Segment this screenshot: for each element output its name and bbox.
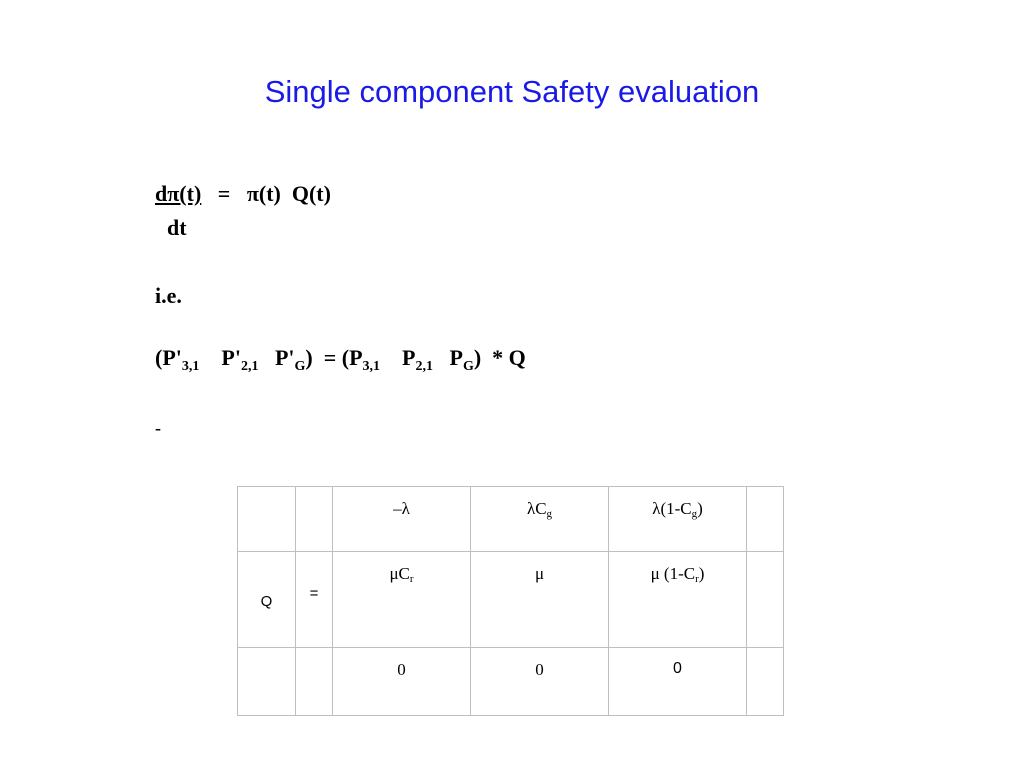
eq-label: = <box>309 585 319 602</box>
table-cell <box>747 648 784 716</box>
rhs-p2-sub: 2,1 <box>415 359 433 374</box>
dash-marker: - <box>155 418 161 438</box>
q-label-cell <box>238 552 296 648</box>
q-r1c2 <box>471 487 608 519</box>
q-r2c1 <box>333 552 470 584</box>
table-cell <box>609 648 747 716</box>
equation-middle: ) = (P <box>305 345 363 370</box>
lhs-pg-sub: G <box>294 359 306 374</box>
q-r2c3-post: ) <box>698 564 705 583</box>
table-cell <box>296 487 333 552</box>
equation-denominator: dt <box>167 215 187 240</box>
table-cell <box>609 552 747 648</box>
q-label: Q <box>260 593 273 610</box>
table-cell <box>333 648 471 716</box>
table-cell <box>609 487 747 552</box>
equation-tail: ) * Q <box>473 345 526 370</box>
table-cell <box>238 648 296 716</box>
q-r1c3-pre: λ(1-C <box>652 499 692 518</box>
table-cell <box>471 487 609 552</box>
lhs-p2-sub: 2,1 <box>240 359 259 374</box>
rhs-pg-label: P <box>449 345 463 370</box>
lhs-pg-label: P' <box>274 345 295 370</box>
table-cell <box>747 487 784 552</box>
slide-title: Single component Safety evaluation <box>264 74 760 109</box>
rhs-p3-sub: 3,1 <box>362 359 381 374</box>
table-cell <box>471 648 609 716</box>
table-cell <box>747 552 784 648</box>
q-r3c1: 0 <box>397 660 406 679</box>
q-r2c3 <box>609 552 746 584</box>
equation-numerator: dπ(t) <box>155 181 202 206</box>
q-r2c1-text: μC <box>389 564 410 583</box>
matrix-equation <box>155 345 526 374</box>
equation-line <box>155 181 331 207</box>
lhs-p2-label: P' <box>221 345 241 370</box>
q-r2c1-sub: r <box>409 573 414 585</box>
ie-label: i.e. <box>155 283 182 308</box>
q-r1c3-sub: g <box>691 508 698 520</box>
eq-label-cell <box>296 552 333 648</box>
rhs-p2-label: P <box>402 345 416 370</box>
lhs-p3-sub: 3,1 <box>181 359 200 374</box>
table-cell <box>333 487 471 552</box>
table-cell <box>471 552 609 648</box>
q-r1c2-sub: g <box>546 508 553 520</box>
table-cell <box>238 487 296 552</box>
table-row <box>238 552 784 648</box>
lhs-p3-label: (P' <box>155 345 182 370</box>
q-r1c3-post: ) <box>697 499 703 518</box>
q-r2c3-sub: r <box>695 573 699 585</box>
rhs-pg-sub: G <box>462 359 474 374</box>
q-r1c3 <box>609 487 746 519</box>
q-r3c3: 0 <box>673 660 682 677</box>
q-r3c2: 0 <box>535 660 544 679</box>
q-r1c2-text: λC <box>526 499 547 518</box>
table-cell <box>333 552 471 648</box>
equation-rhs: π(t) Q(t) <box>246 181 331 206</box>
q-r2c3-pre: μ (1-C <box>650 564 696 583</box>
table-row <box>238 487 784 552</box>
q-r2c2: μ <box>534 564 545 583</box>
q-r1c1: –λ <box>393 499 410 518</box>
table-row <box>238 648 784 716</box>
table-cell <box>296 648 333 716</box>
generator-matrix-table <box>237 486 784 716</box>
equation-equals: = <box>217 181 231 206</box>
